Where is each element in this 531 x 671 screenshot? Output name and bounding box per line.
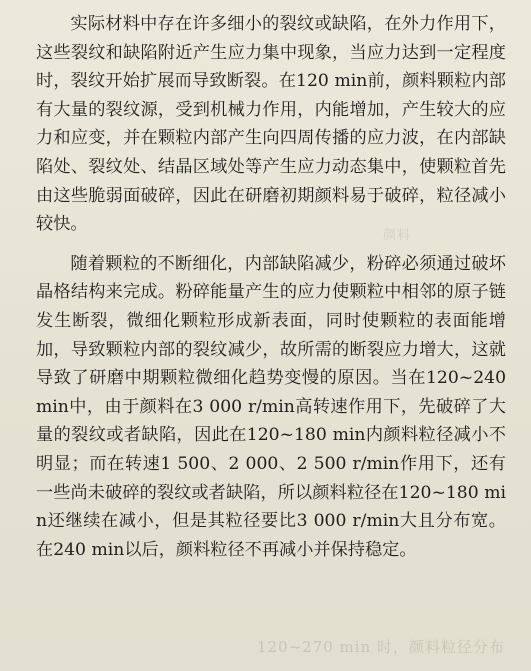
- paragraph-lattice-fracture: 随着颗粒的不断细化，内部缺陷减少，粉碎必须通过破坏晶格结构来完成。粉碎能量产生的应力使颗粒中相邻的原子链发生断裂，微细化颗粒形成新表面，同时使颗粒的表面能增加，导致颗粒内部的裂纹减少，故所需的断裂应力增大，这就导致了研磨中期颗粒微细化趋势变慢的原因。当在120~240 min中，由于颜料在3 000 r/min高转速作用下，先破碎了大量的裂纹或者缺陷，因此在120~180 min内颜料粒径减小不明显；而在转速1 500、2 000、2 500 r/min作用下，还有一些尚未破碎的裂纹或者缺陷，所以颜料粒径在120~180 min还继续在减小，但是其粒径要比3 000 r/min大且分布宽。在240 min以后，颜料粒径不再减小并保持稳定。: [36, 253, 506, 560]
- show-through-text-bottom: 120~270 min 时，颜料粒径分布: [256, 638, 505, 656]
- body-text: [36, 10, 506, 564]
- paragraph-crack-propagation: 实际材料中存在许多细小的裂纹或缺陷，在外力作用下，这些裂纹和缺陷附近产生应力集中现象，当应力达到一定程度时，裂纹开始扩展而导致断裂。在120 min前，颜料颗粒内部有大量的裂纹源，受到机械力作用，内能增加，产生较大的应力和应变，并在颗粒内部产生向四周传播的应力波，在内部缺陷处、裂纹处、结晶区域处等产生应力动态集中，使颗粒首先由这些脆弱面破碎，因此在研磨初期颜料易于破碎，粒径减小较快。: [36, 14, 506, 235]
- show-through-text-middle: 颜料: [382, 228, 411, 243]
